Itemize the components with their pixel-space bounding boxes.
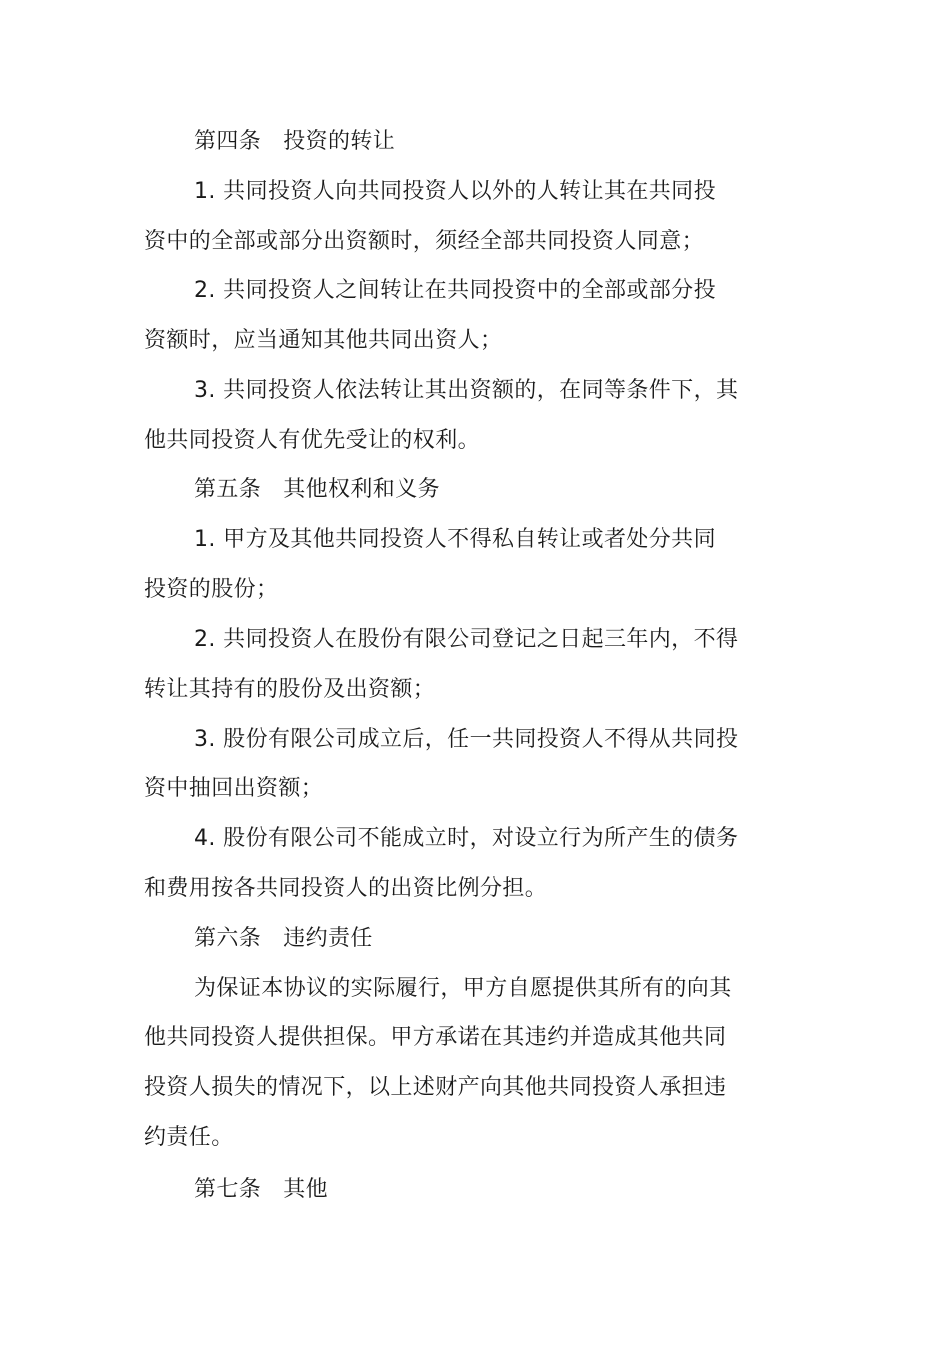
article-4-title: 投资的转让 (283, 129, 396, 154)
article-4-item-1-line-1: 1. 共同投资人向共同投资人以外的人转让其在共同投 (194, 179, 716, 204)
article-7-number: 第七条 (194, 1177, 262, 1202)
article-4-item-2-line-2: 资额时，应当通知其他共同出资人； (144, 328, 503, 353)
article-4-heading (194, 127, 804, 157)
article-4-item-2-line-1: 2. 共同投资人之间转让在共同投资中的全部或部分投 (194, 278, 716, 303)
article-5-title: 其他权利和义务 (283, 477, 441, 502)
article-6-paragraph-line-3: 投资人损失的情况下，以上述财产向其他共同投资人承担违 (144, 1075, 727, 1100)
article-7-title: 其他 (283, 1177, 329, 1202)
article-4-number: 第四条 (194, 129, 262, 154)
article-5-item-4-line-1: 4. 股份有限公司不能成立时，对设立行为所产生的债务 (194, 826, 739, 851)
article-6-paragraph-line-2: 他共同投资人提供担保。甲方承诺在其违约并造成其他共同 (144, 1025, 727, 1050)
article-6-paragraph-line-1: 为保证本协议的实际履行，甲方自愿提供其所有的向其 (194, 976, 732, 1001)
article-6-number: 第六条 (194, 926, 262, 951)
article-5-item-3-line-1: 3. 股份有限公司成立后，任一共同投资人不得从共同投 (194, 727, 739, 752)
article-4-item-3-line-2: 他共同投资人有优先受让的权利。 (144, 428, 481, 453)
article-4-item-3-line-1: 3. 共同投资人依法转让其出资额的，在同等条件下，其 (194, 378, 739, 403)
article-6-heading (194, 924, 804, 954)
article-5-item-2-line-1: 2. 共同投资人在股份有限公司登记之日起三年内，不得 (194, 627, 739, 652)
article-6-title: 违约责任 (283, 926, 373, 951)
article-5-item-2-line-2: 转让其持有的股份及出资额； (144, 677, 436, 702)
article-5-item-1-line-2: 投资的股份； (144, 577, 279, 602)
article-5-item-3-line-2: 资中抽回出资额； (144, 776, 324, 801)
article-7-heading (194, 1175, 804, 1205)
article-5-item-4-line-2: 和费用按各共同投资人的出资比例分担。 (144, 876, 548, 901)
article-6-paragraph-line-4: 约责任。 (144, 1125, 234, 1150)
article-5-item-1-line-1: 1. 甲方及其他共同投资人不得私自转让或者处分共同 (194, 527, 716, 552)
article-5-number: 第五条 (194, 477, 262, 502)
article-4-item-1-line-2: 资中的全部或部分出资额时，须经全部共同投资人同意； (144, 229, 705, 254)
article-5-heading (194, 475, 804, 505)
